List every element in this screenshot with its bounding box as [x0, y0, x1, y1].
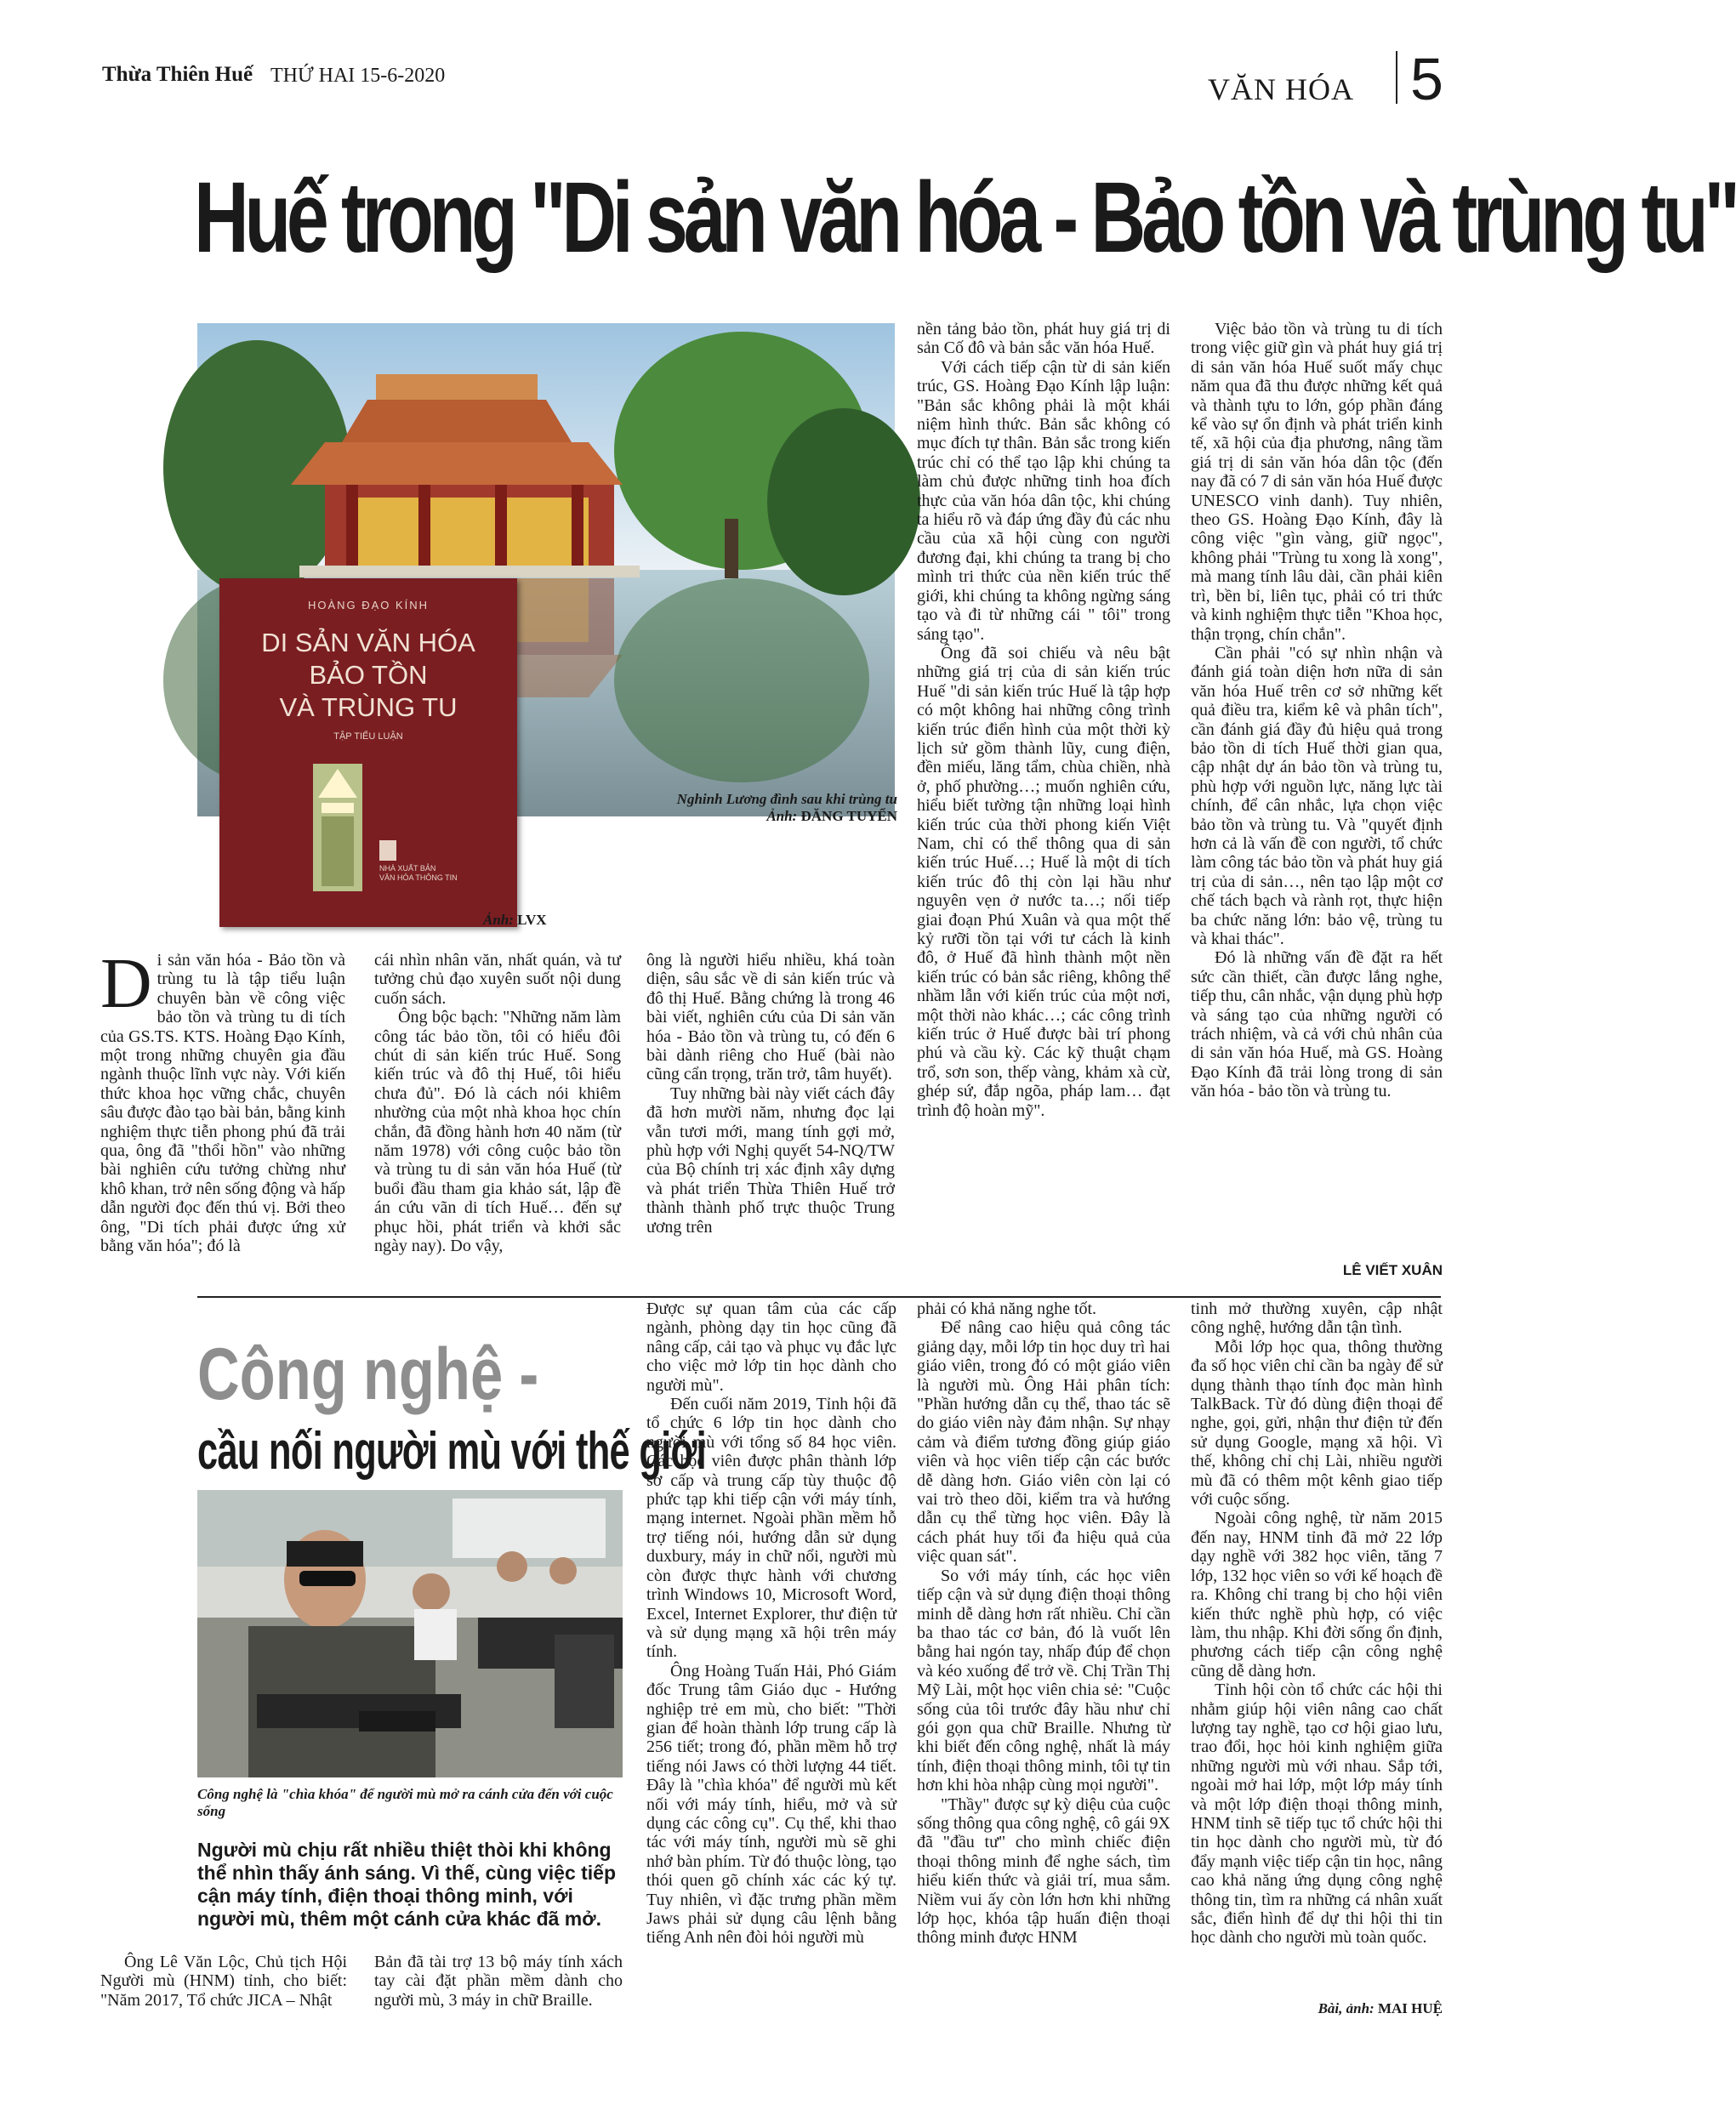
article2-byline-name: MAI HUỆ [1377, 2000, 1443, 2016]
article2-column-e [1191, 1300, 1443, 1948]
classroom-photo [197, 1490, 623, 1777]
article1-col5-p3: Đó là những vấn đề đặt ra hết sức cần thiết, cần được lắng nghe, tiếp thu, cân nhắc, vận dụng phù hợp và sáng tạo của những người có trách nhiệm, và cả với chủ nhân của di sản văn hóa Huế, mà GS. Hoàng Đạo Kính đã trải lòng trong di sản văn hóa - bảo tồn và trùng tu. [1191, 948, 1443, 1101]
article2-colC-p2: Đến cuối năm 2019, Tỉnh hội đã tổ chức 6 lớp tin học dành cho người mù với tổng số 84 học viên. Các học viên được phân thành lớp sơ cấp và trung cấp tùy thuộc độ phức tạp khi tiếp cận với máy tính, mạng internet. Ngoài phần mềm hỗ trợ tiếng nói, hướng dẫn sử dụng duxbury, máy in chữ nổi, người mù còn được thực hành với chương trình Windows 10, Microsoft Word, Excel, Internet Explorer, thư điện tử và sử dụng mạng xã hội trên máy tính. [646, 1395, 896, 1662]
photo-caption-text: Nghinh Lương đình sau khi trùng tu [676, 791, 897, 807]
article2-headline-line1: Công nghệ - [197, 1334, 539, 1415]
article2-photo-caption: Công nghệ là "chìa khóa" để người mù mở ra cánh cửa đến với cuộc sống [197, 1786, 613, 1819]
article1-column-1 [100, 944, 346, 1256]
article2-colE-p2: Mỗi lớp học qua, thông thường đa số học viên chỉ cần ba ngày để sử dụng thành thạo tính đọc màn hình TalkBack. Từ đó dùng điện thoại để nghe, gọi, gửi, nhận thư điện tử đến sử dụng Google, mạng xã hội. Vì thế, không chỉ chị Lài, nhiều người mù đã có thêm một kênh giao tiếp với cuộc sống. [1191, 1337, 1443, 1510]
article2-column-a [100, 1953, 347, 2010]
article1-col3-p1: ông là người hiểu nhiều, khá toàn diện, sâu sắc về di sản kiến trúc và đô thị Huế. Bằng chứng là trong 46 bài viết, nghiên cứu của Di sản văn hóa - Bảo tồn và trùng tu, có đến 6 bài dành riêng cho Huế (bài nào cũng cẩn trọng, trăn trở, tâm huyết). [646, 951, 895, 1084]
book-publisher-line1: NHÀ XUẤT BẢN [379, 864, 436, 873]
book-cover [219, 578, 517, 927]
book-title-line2: BẢO TỒN [309, 660, 428, 690]
page-number: 5 [1410, 46, 1443, 112]
article2-colC-p1: Được sự quan tâm của các cấp ngành, phòng dạy tin học cũng đã nâng cấp, cải tạo và phục vụ đắc lực cho việc mở lớp tin học dành cho người mù". [646, 1300, 896, 1395]
article1-col5-p2: Cần phải "có sự nhìn nhận và đánh giá toàn diện hơn nữa di sản văn hóa Huế trên cơ sở những kết quả điều tra, kiểm kê và phân tích", cần đánh giá đầy đủ hiệu quả trong bảo tồn di tích Huế thời gian qua, cập nhật dự án bảo tồn và trùng tu, phù hợp với nguồn lực, năng lực tài chính, để cân nhắc, lựa chọn việc bảo tồn và trùng tu. Và "quyết định hơn cả là vấn đề con người, tổ chức làm công tác bảo tồn và phát huy giá trị của di sản…, nên tạo lập một cơ chế tách bạch và rành rọt, thực hiện ba chức năng lớn: bảo vệ, trùng tu và khai thác". [1191, 643, 1443, 948]
article-divider [197, 1296, 1441, 1298]
article2-colC-p3: Ông Hoàng Tuấn Hải, Phó Giám đốc Trung tâm Giáo dục - Hướng nghiệp trẻ em mù, cho biết: "Thời gian để hoàn thành lớp trung cấp là 256 tiết; trong đó, phần mềm hỗ trợ tiếng nói Jaws có thời lượng 44 tiết. Đây là "chìa khóa" để người mù kết nối với máy tính, hiểu, mở và sử dụng các công cụ". Cụ thể, khi thao tác với máy tính, người mù sẽ ghi nhớ bàn phím. Từ đó thuộc lòng, tạo thói quen gõ chính xác các ký tự. Tuy nhiên, vì đặc trưng phần mềm Jaws phải sử dụng câu lệnh bằng tiếng Anh nên đòi hỏi người mù [646, 1661, 896, 1948]
book-publisher-line2: VĂN HÓA THÔNG TIN [379, 873, 458, 882]
book-credit-label: Ảnh: [483, 912, 514, 928]
article1-col2-p2: Ông bộc bạch: "Những năm làm công tác bảo tồn, tôi có hiểu đôi chút di sản kiến trúc Huế. Song kiến trúc và đô thị Huế, tôi hiểu chưa đủ". Đó là cách nói khiêm nhường của một nhà khoa học chín chắn, đã đồng hành hơn 40 năm (từ năm 1978) với công cuộc bảo tồn và trùng tu di sản văn hóa Huế (từ buổi đầu tham gia khảo sát, lập đề án cứu vãn di tích Huế… đến sự phục hồi, phát triển và khởi sắc ngày nay). Do vậy, [374, 1008, 621, 1256]
article1-byline: LÊ VIẾT XUÂN [1342, 1262, 1443, 1278]
article1-col4-p2: Với cách tiếp cận từ di sản kiến trúc, GS. Hoàng Đạo Kính lập luận: "Bản sắc không phải là một khái niệm hình thức. Bản sắc không có mục đích tự thân. Bản sắc trong kiến trúc chỉ có thể tạo lập khi chúng ta làm chủ được những tinh hoa đích thực của văn hóa dân tộc, khi chúng ta hiểu rõ và đáp ứng đầy đủ các nhu cầu của xã hội cùng con người đương đại, khi chúng ta trang bị cho mình tri thức của nền kiến trúc thế giới, khi chúng ta không ngừng sáng tạo và đi từ những cái " tôi" trong sáng tạo". [917, 357, 1170, 644]
article2-column-d [917, 1300, 1170, 1948]
article1-column-3 [646, 951, 895, 1237]
article1-column-5 [1191, 320, 1443, 1101]
photo-credit-name: ĐĂNG TUYỂN [800, 808, 897, 824]
book-subtitle: TẬP TIỂU LUẬN [333, 731, 403, 742]
article2-colE-p4: Tỉnh hội còn tổ chức các hội thi nhằm giúp hội viên nâng cao chất lượng tay nghề, tạo cơ hội giao lưu, trao đổi, học hỏi kinh nghiệm giữa những người mù với nhau. Sắp tới, ngoài mở hai lớp, một lớp máy tính và một lớp điện thoại thông minh, HNM tỉnh sẽ tiếp tục tổ chức hội thi tin học dành cho người mù, từ đó đẩy mạnh việc tiếp cận tin học, nâng cao khả năng ứng dụng công nghệ thông tin, tìm ra những cá nhân xuất sắc, điển hình để dự thi hội thi tin học dành cho người mù toàn quốc. [1191, 1681, 1443, 1948]
article1-col4-p3: Ông đã soi chiếu và nêu bật những giá trị của di sản kiến trúc Huế "di sản kiến trúc Huế là tập hợp có một không hai những công trình kiến trúc điển hình của một thời kỳ lịch sử gồm thành lũy, cung điện, đền miếu, lăng tẩm, chùa chiền, nhà ở, phố phường…; muốn nghiên cứu, hiểu biết tường tận những loại hình kiến trúc của thời phong kiến Việt Nam, chỉ có thể thông qua di sản kiến trúc Huế…; Huế là một di tích kiến trúc đô thị còn lại hầu như nguyên vẹn ở nước ta…; nối tiếp giai đoạn Phú Xuân và qua một thế kỷ rưỡi tồn tại với tư cách là kinh đô, ở Huế đã hình thành một nền kiến trúc có bản sắc riêng, không thể nhầm lẫn với kiến trúc của một nơi, một thời nào khác…; các công trình kiến trúc ở Huế được bài trí phong phú và cầu kỳ. Các kỹ thuật chạm trổ, sơn son, thếp vàng, khảm xà cừ, ghép sứ, đắp ngõa, pháp lam… đạt trình độ hoàn mỹ". [917, 643, 1170, 1120]
article2-colD-p1: phải có khả năng nghe tốt. [917, 1300, 1097, 1318]
book-credit-name: LVX [517, 912, 547, 928]
dropcap: D [100, 944, 152, 1023]
article2-column-c [646, 1300, 896, 1948]
article2-column-b [374, 1953, 623, 2010]
book-photo-credit [483, 912, 547, 929]
book-publisher [379, 864, 481, 883]
article2-colE-p1: tinh mở thường xuyên, cập nhật công nghệ, hướng dẫn tận tình. [1191, 1300, 1443, 1338]
article2-headline-line2: cầu nối người mù với thế giới [197, 1422, 707, 1481]
publisher-logo-icon [379, 840, 396, 861]
issue-date: THỨ HAI 15-6-2020 [270, 65, 446, 87]
book-emblem-icon [313, 764, 362, 891]
classroom-illustration [197, 1490, 623, 1777]
article2-byline [1191, 2000, 1443, 2017]
article2-colB-p1: Bản đã tài trợ 13 bộ máy tính xách tay cài đặt phần mềm dành cho người mù, 3 máy in chữ Braille. [374, 1953, 623, 2010]
book-title-line1: DI SẢN VĂN HÓA [261, 628, 475, 657]
article1-col2-p1: cái nhìn nhân văn, nhất quán, và tư tưởng chủ đạo xuyên suốt nội dung cuốn sách. [374, 951, 621, 1008]
article2-byline-label: Bài, ảnh: [1318, 2000, 1375, 2016]
article1-column-2 [374, 951, 621, 1256]
masthead-divider [1396, 51, 1397, 104]
article1-col5-p1: Việc bảo tồn và trùng tu di tích trong việc giữ gìn và phát huy giá trị di sản văn hóa Huế suốt mấy chục năm qua đã thu được những kết quả và thành tựu to lớn, góp phần đáng kể vào sự ổn định và phát triển kinh tế, xã hội của địa phương, nâng tầm giá trị di sản văn hóa dân tộc (đến nay đã có 7 di sản văn hóa Huế được UNESCO vinh danh). Tuy nhiên, theo GS. Hoàng Đạo Kính, đây là công việc "gìn vàng, giữ ngọc", không phải "Trùng tu xong là xong", mà mang tính lâu dài, cần phải kiên trì, bền bỉ, liên tục, phải có tri thức và kinh nghiệm thực tiễn "Khoa học, thận trọng, chín chắn". [1191, 320, 1443, 644]
article1-col1-text: i sản văn hóa - Bảo tồn và trùng tu là tập tiểu luận chuyên bàn về công việc bảo tồn và trùng tu di tích của GS.TS. KTS. Hoàng Đạo Kính, một trong những chuyên gia đầu ngành thuộc lĩnh vực này. Với kiến thức khoa học vững chắc, chuyên sâu được đào tạo bài bản, bằng kinh nghiệm thực tiễn phong phú đã trải qua, ông đã "thổi hồn" vào những bài nghiên cứu tưởng chừng như khô khan, trở nên sống động và hấp dẫn người đọc đến thú vị. Bởi theo ông, "Di tích phải được ứng xử bằng văn hóa"; đó là [100, 951, 346, 1256]
publication-name: Thừa Thiên Huế [102, 63, 253, 86]
book-title-line3: VÀ TRÙNG TU [279, 692, 458, 722]
photo-caption [634, 791, 897, 825]
book-author: HOÀNG ĐẠO KÍNH [307, 599, 430, 611]
article2-colD-p2: Để nâng cao hiệu quả công tác giảng dạy, mỗi lớp tin học duy trì hai giáo viên, trong đó có một giáo viên là người mù. Ông Hải phân tích: "Phần hướng dẫn cụ thể, thao tác sẽ do giáo viên này đảm nhận. Sự nhạy cảm và điểm tương đồng giúp giáo viên và học viên tiếp cận các bước dễ dàng hơn. Giáo viên còn lại có vai trò theo dõi, kiểm tra và hướng dẫn cụ thể từng học viên. Đây là cách phát huy tối đa hiệu quả của việc quan sát". [917, 1318, 1170, 1567]
article1-col4-p1: nền tảng bảo tồn, phát huy giá trị di sản Cố đô và bản sắc văn hóa Huế. [917, 320, 1170, 358]
article1-headline: Huế trong "Di sản văn hóa - Bảo tồn và trùng tu" [194, 162, 1736, 274]
article2-colD-p4: "Thầy" được sự kỳ diệu của cuộc sống thông qua công nghệ, cô gái 9X đã "đầu tư" cho mình chiếc điện thoại thông minh để nghe sách, tìm hiểu kiến thức và giải trí, mua sắm. Niềm vui ấy còn lớn hơn khi những lớp học, khóa tập huấn điện thoại thông minh được HNM [917, 1794, 1170, 1948]
article1-column-4 [917, 320, 1170, 1120]
article2-colE-p3: Ngoài công nghệ, từ năm 2015 đến nay, HNM tỉnh đã mở 22 lớp dạy nghề với 382 học viên, tăng 7 lớp, 132 học viên so với kế hoạch đề ra. Không chỉ trang bị cho hội viên kiến thức nghề phù hợp, có việc làm, thu nhập. Khi đời sống ổn định, phương cách tiếp cận công nghệ cũng dễ dàng hơn. [1191, 1509, 1443, 1681]
article2-colA-p1: Ông Lê Văn Lộc, Chủ tịch Hội Người mù (HNM) tỉnh, cho biết: "Năm 2017, Tổ chức JICA – Nhật [100, 1953, 347, 2010]
photo-credit-label: Ảnh: [766, 808, 798, 824]
article1-col3-p2: Tuy những bài này viết cách đây đã hơn mười năm, nhưng đọc lại vẫn tươi mới, mang tính gợi mở, phù hợp với Nghị quyết 54-NQ/TW của Bộ chính trị xác định xây dựng và phát triển Thừa Thiên Huế trở thành thành phố trực thuộc Trung ương trên [646, 1083, 895, 1237]
section-name: VĂN HÓA [1208, 72, 1354, 106]
article2-colD-p3: So với máy tính, các học viên tiếp cận và sử dụng điện thoại thông minh dễ dàng hơn rất nhiều. Chỉ cần ba thao tác cơ bản, đó là vuốt lên bằng hai ngón tay, nhấp đúp để chọn và kéo xuống để trở về. Chị Trần Thị Mỹ Lài, một học viên chia sẻ: "Cuộc sống của tôi trước đây hầu như chỉ gói gọn qua chữ Braille. Nhưng từ khi biết đến công nghệ, nhất là máy tính, điện thoại thông minh, tôi tự tin hơn khi hòa nhập cùng mọi người". [917, 1566, 1170, 1795]
article2-lead: Người mù chịu rất nhiều thiệt thòi khi không thể nhìn thấy ánh sáng. Vì thế, cùng việc tiếp cận máy tính, điện thoại thông minh, với người mù, thêm một cánh cửa khác đã mở. [197, 1839, 617, 1930]
